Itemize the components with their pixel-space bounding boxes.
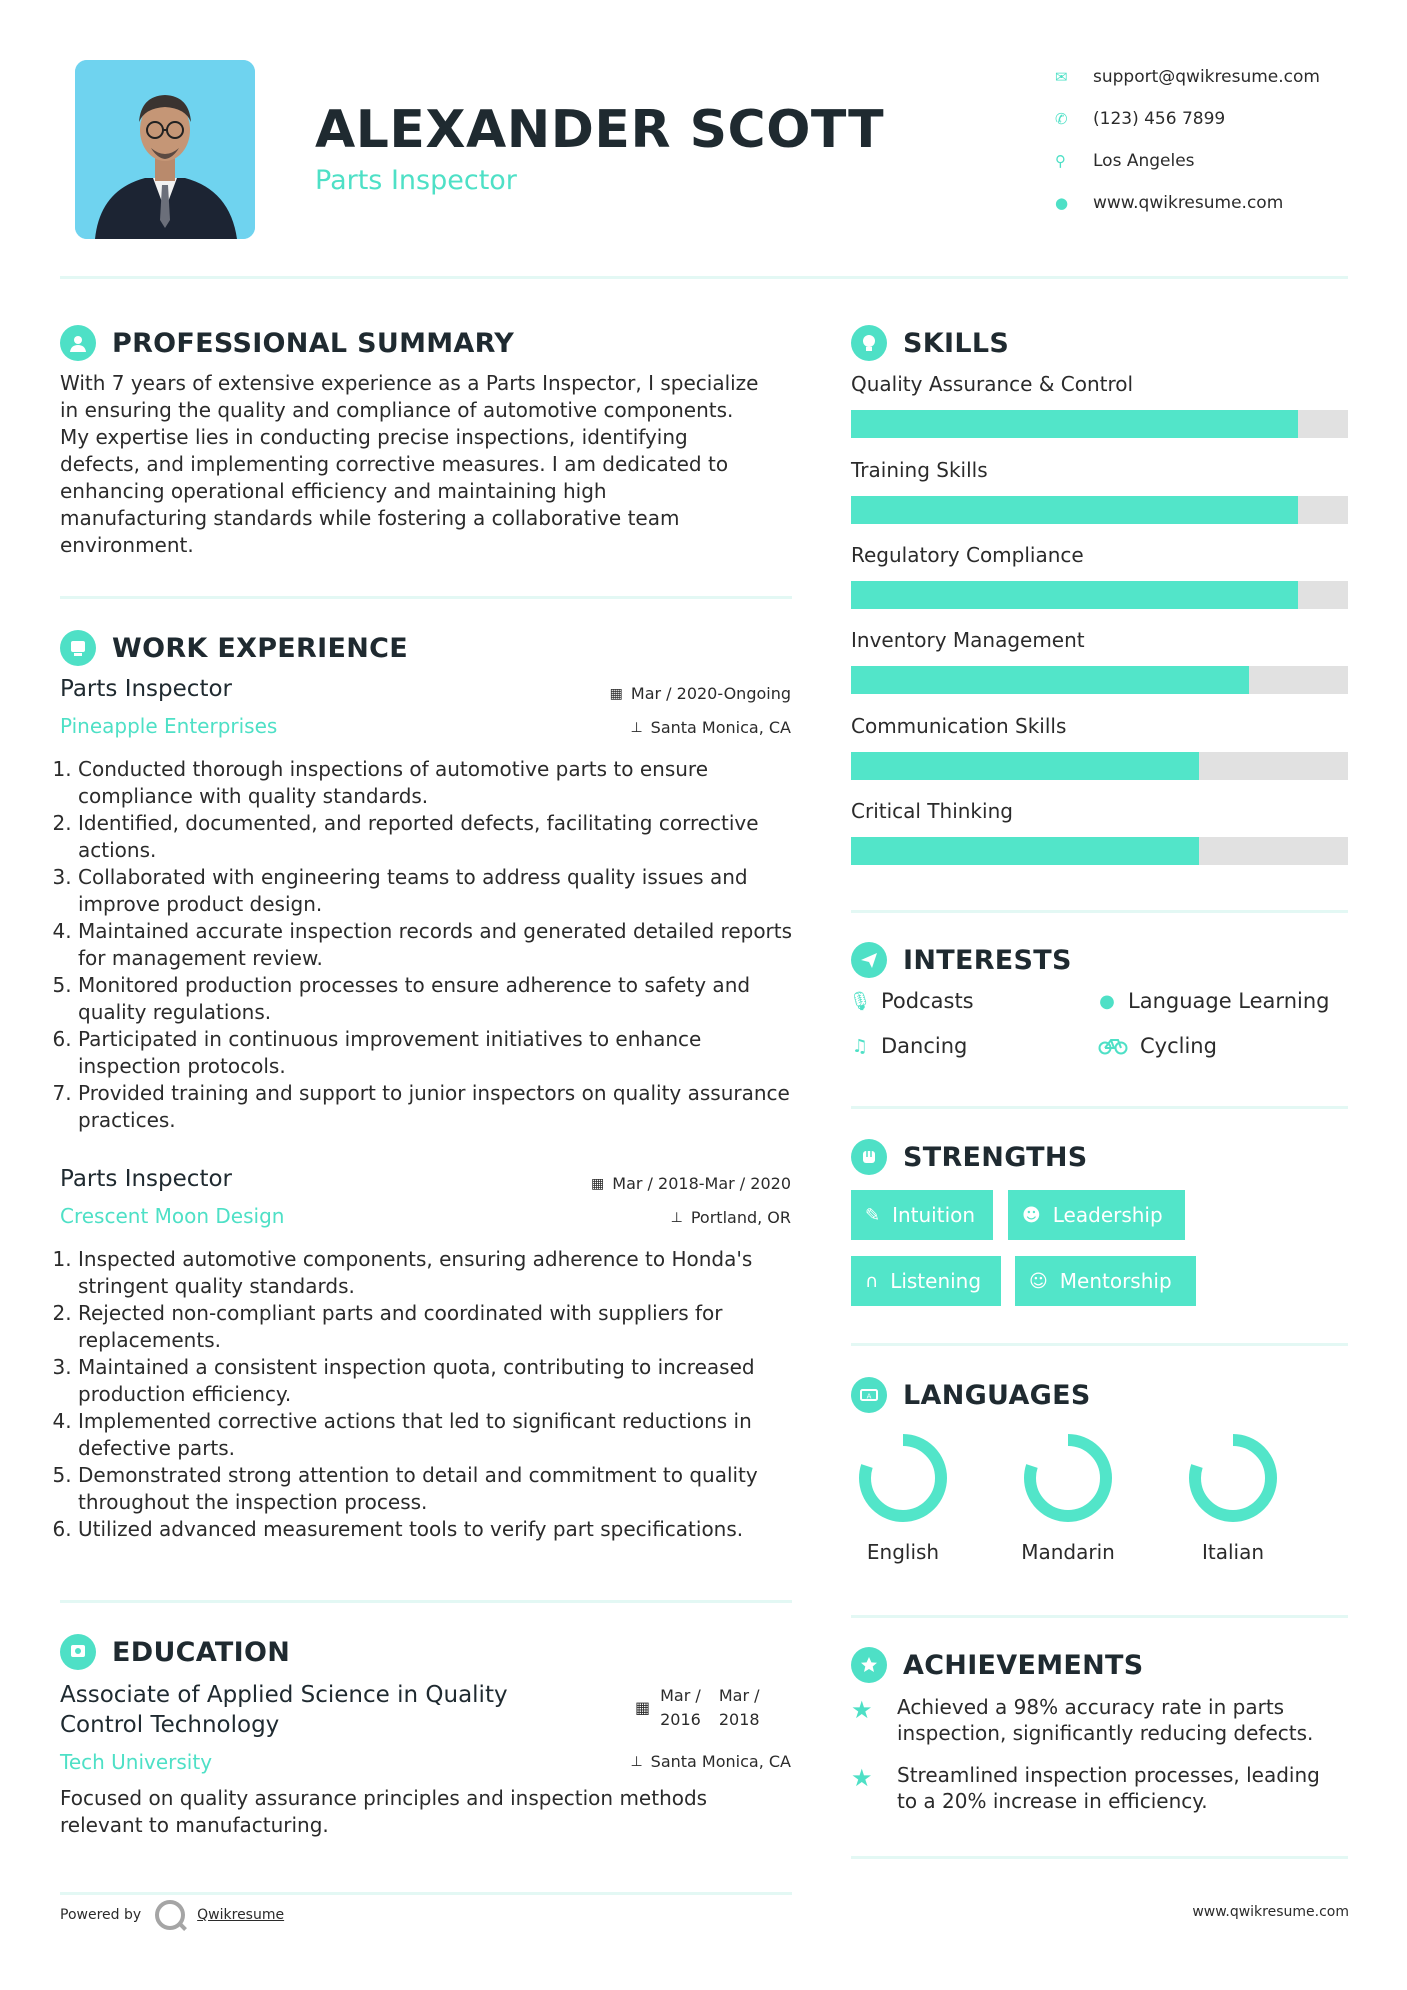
- strength-tag: ☻ Leadership: [1008, 1190, 1185, 1240]
- work-divider: [60, 1600, 792, 1603]
- fist-icon: [851, 1139, 887, 1175]
- skill-label: Training Skills: [851, 458, 988, 482]
- pin-icon: ⊥: [630, 719, 643, 736]
- list-item: 1. Conducted thorough inspections of automotive parts to ensure compliance with quality standards.: [78, 756, 800, 810]
- skill-bar: [851, 581, 1348, 609]
- calendar-icon: ▦: [591, 1175, 605, 1192]
- skill-bar-fill: [851, 581, 1298, 609]
- footer-powered-by: Powered by Qwikresume: [60, 1900, 284, 1930]
- job-title: Parts Inspector: [60, 1166, 232, 1192]
- list-item: 5. Monitored production processes to ensure adherence to safety and quality regulations.: [78, 972, 800, 1026]
- star-icon: ★: [851, 1764, 873, 1792]
- language-level-ring: [1020, 1430, 1116, 1526]
- list-item: 5. Demonstrated strong attention to detail and commitment to quality throughout the inspection process.: [78, 1462, 800, 1516]
- interest-item: Cycling: [1098, 1034, 1217, 1058]
- list-item: 1. Inspected automotive components, ensuring adherence to Honda's stringent quality standards.: [78, 1246, 800, 1300]
- work-heading: WORK EXPERIENCE: [60, 630, 408, 666]
- skill-bar: [851, 666, 1348, 694]
- achievement-item: ★ Achieved a 98% accuracy rate in parts inspection, significantly reducing defects.: [851, 1695, 1314, 1745]
- skill-bar: [851, 837, 1348, 865]
- contact-list: [1055, 56, 1385, 224]
- paper-plane-icon: [851, 942, 887, 978]
- footer-divider: [60, 1892, 792, 1895]
- interests-divider: [851, 1106, 1348, 1109]
- skill-bar-fill: [851, 410, 1298, 438]
- graduation-icon: [60, 1634, 96, 1670]
- degree-title: Associate of Applied Science in Quality Control Technology: [60, 1682, 508, 1738]
- language-item: Italian: [1158, 1430, 1308, 1564]
- contact-email[interactable]: ✉ support@qwikresume.com: [1055, 67, 1320, 87]
- calendar-icon: ▦: [609, 685, 623, 702]
- job-company: Pineapple Enterprises: [60, 714, 278, 738]
- education-location: ⊥ Santa Monica, CA: [630, 1752, 791, 1771]
- candidate-name: ALEXANDER SCOTT: [315, 100, 885, 160]
- languages-heading: A LANGUAGES: [851, 1377, 1091, 1413]
- list-item: 4. Implemented corrective actions that led to significant reductions in defective parts.: [78, 1408, 800, 1462]
- interest-item: ♫ Dancing: [851, 1034, 968, 1058]
- achievements-heading: ACHIEVEMENTS: [851, 1647, 1144, 1683]
- contact-phone[interactable]: ✆ (123) 456 7899: [1055, 109, 1226, 129]
- language-level-ring: [1185, 1430, 1281, 1526]
- star-icon: ★: [851, 1696, 873, 1724]
- strength-tag: ☺ Mentorship: [1015, 1256, 1196, 1306]
- language-item: English: [828, 1430, 978, 1564]
- job-location: ⊥ Portland, OR: [670, 1208, 791, 1227]
- music-note-icon: ♫: [851, 1035, 869, 1057]
- svg-text:A: A: [866, 1392, 872, 1401]
- strength-tag: ∩ Listening: [851, 1256, 1001, 1306]
- skill-label: Quality Assurance & Control: [851, 372, 1134, 396]
- pin-icon: ⊥: [670, 1209, 683, 1226]
- language-icon: [851, 1377, 887, 1413]
- contact-location: ⚲ Los Angeles: [1055, 151, 1195, 171]
- qwikresume-logo-icon: [155, 1900, 185, 1930]
- list-item: 2. Identified, documented, and reported defects, facilitating corrective actions.: [78, 810, 800, 864]
- list-item: 6. Participated in continuous improvement initiatives to enhance inspection protocols.: [78, 1026, 800, 1080]
- briefcase-icon: [60, 630, 96, 666]
- strengths-heading: STRENGTHS: [851, 1139, 1088, 1175]
- job-bullets: [60, 756, 800, 1134]
- skills-divider: [851, 910, 1348, 913]
- language-item: Mandarin: [993, 1430, 1143, 1564]
- magic-wand-icon: ✎: [865, 1204, 881, 1226]
- skill-bar-fill: [851, 666, 1249, 694]
- strength-tag: ✎ Intuition: [851, 1190, 993, 1240]
- education-description: Focused on quality assurance principles and inspection methods relevant to manufacturing.: [60, 1786, 708, 1837]
- skill-label: Critical Thinking: [851, 799, 1013, 823]
- skill-label: Communication Skills: [851, 714, 1067, 738]
- map-pin-icon: ⚲: [1055, 152, 1066, 170]
- summary-heading: PROFESSIONAL SUMMARY: [60, 325, 514, 361]
- achievement-item: ★ Streamlined inspection processes, leading to a 20% increase in efficiency.: [851, 1763, 1320, 1813]
- education-dates: ▦ Mar / 2016 Mar / 2018: [635, 1684, 760, 1732]
- candidate-role: Parts Inspector: [315, 165, 517, 196]
- lightbulb-icon: [851, 325, 887, 361]
- list-item: 7. Provided training and support to junior inspectors on quality assurance practices.: [78, 1080, 800, 1134]
- globe-icon: ●: [1055, 194, 1069, 212]
- skill-bar: [851, 496, 1348, 524]
- job-date: ▦ Mar / 2018-Mar / 2020: [591, 1174, 791, 1193]
- skills-heading: SKILLS: [851, 325, 1009, 361]
- contact-website[interactable]: ● www.qwikresume.com: [1055, 193, 1284, 213]
- skill-bar-fill: [851, 752, 1199, 780]
- microphone-icon: 🎙︎: [848, 990, 872, 1012]
- list-item: 4. Maintained accurate inspection records and generated detailed reports for management review.: [78, 918, 800, 972]
- skill-label: Regulatory Compliance: [851, 543, 1084, 567]
- language-level-ring: [855, 1430, 951, 1526]
- profile-photo: [75, 60, 255, 239]
- star-icon: [851, 1647, 887, 1683]
- list-item: 3. Collaborated with engineering teams to address quality issues and improve product design.: [78, 864, 800, 918]
- skill-bar: [851, 410, 1348, 438]
- skill-label: Inventory Management: [851, 628, 1085, 652]
- job-date: ▦ Mar / 2020-Ongoing: [609, 684, 791, 703]
- summary-divider: [60, 596, 792, 599]
- job-bullets: [60, 1246, 800, 1543]
- job-title: Parts Inspector: [60, 676, 232, 702]
- calendar-icon: ▦: [635, 1698, 651, 1717]
- strengths-divider: [851, 1343, 1348, 1346]
- users-icon: ☻: [1022, 1204, 1041, 1226]
- skill-bar-fill: [851, 837, 1199, 865]
- skill-bar-fill: [851, 496, 1298, 524]
- summary-text: With 7 years of extensive experience as a Parts Inspector, I specialize in ensuring the quality and compliance of automotive components. My expertise lies in conducting precise inspections, identifying defects, and implementing corrective measures. I am dedicated to enhancing operational efficiency and maintaining high manufacturing standards while fostering a collaborative team environment.: [60, 371, 759, 557]
- job-company: Crescent Moon Design: [60, 1204, 285, 1228]
- headphones-icon: ∩: [865, 1270, 879, 1292]
- footer-website[interactable]: www.qwikresume.com: [1192, 1904, 1349, 1920]
- user-plus-icon: ☺: [1029, 1270, 1048, 1292]
- envelope-icon: ✉: [1055, 68, 1068, 86]
- achievements-divider: [851, 1856, 1348, 1859]
- education-heading: EDUCATION: [60, 1634, 290, 1670]
- interests-heading: INTERESTS: [851, 942, 1072, 978]
- phone-icon: ✆: [1055, 110, 1068, 128]
- bicycle-icon: [1098, 1037, 1128, 1055]
- school-name: Tech University: [60, 1750, 213, 1774]
- globe-icon: ●: [1099, 990, 1115, 1012]
- header-divider: [60, 276, 1348, 279]
- languages-divider: [851, 1615, 1348, 1618]
- interest-item: 🎙︎ Podcasts: [848, 989, 974, 1013]
- list-item: 6. Utilized advanced measurement tools to verify part specifications.: [78, 1516, 800, 1543]
- skill-bar: [851, 752, 1348, 780]
- interest-item: ● Language Learning: [1099, 989, 1330, 1013]
- list-item: 2. Rejected non-compliant parts and coordinated with suppliers for replacements.: [78, 1300, 800, 1354]
- qwikresume-link[interactable]: Qwikresume: [197, 1907, 285, 1923]
- list-item: 3. Maintained a consistent inspection quota, contributing to increased production efficiency.: [78, 1354, 800, 1408]
- job-location: ⊥ Santa Monica, CA: [630, 718, 791, 737]
- user-icon: [60, 325, 96, 361]
- pin-icon: ⊥: [630, 1753, 643, 1770]
